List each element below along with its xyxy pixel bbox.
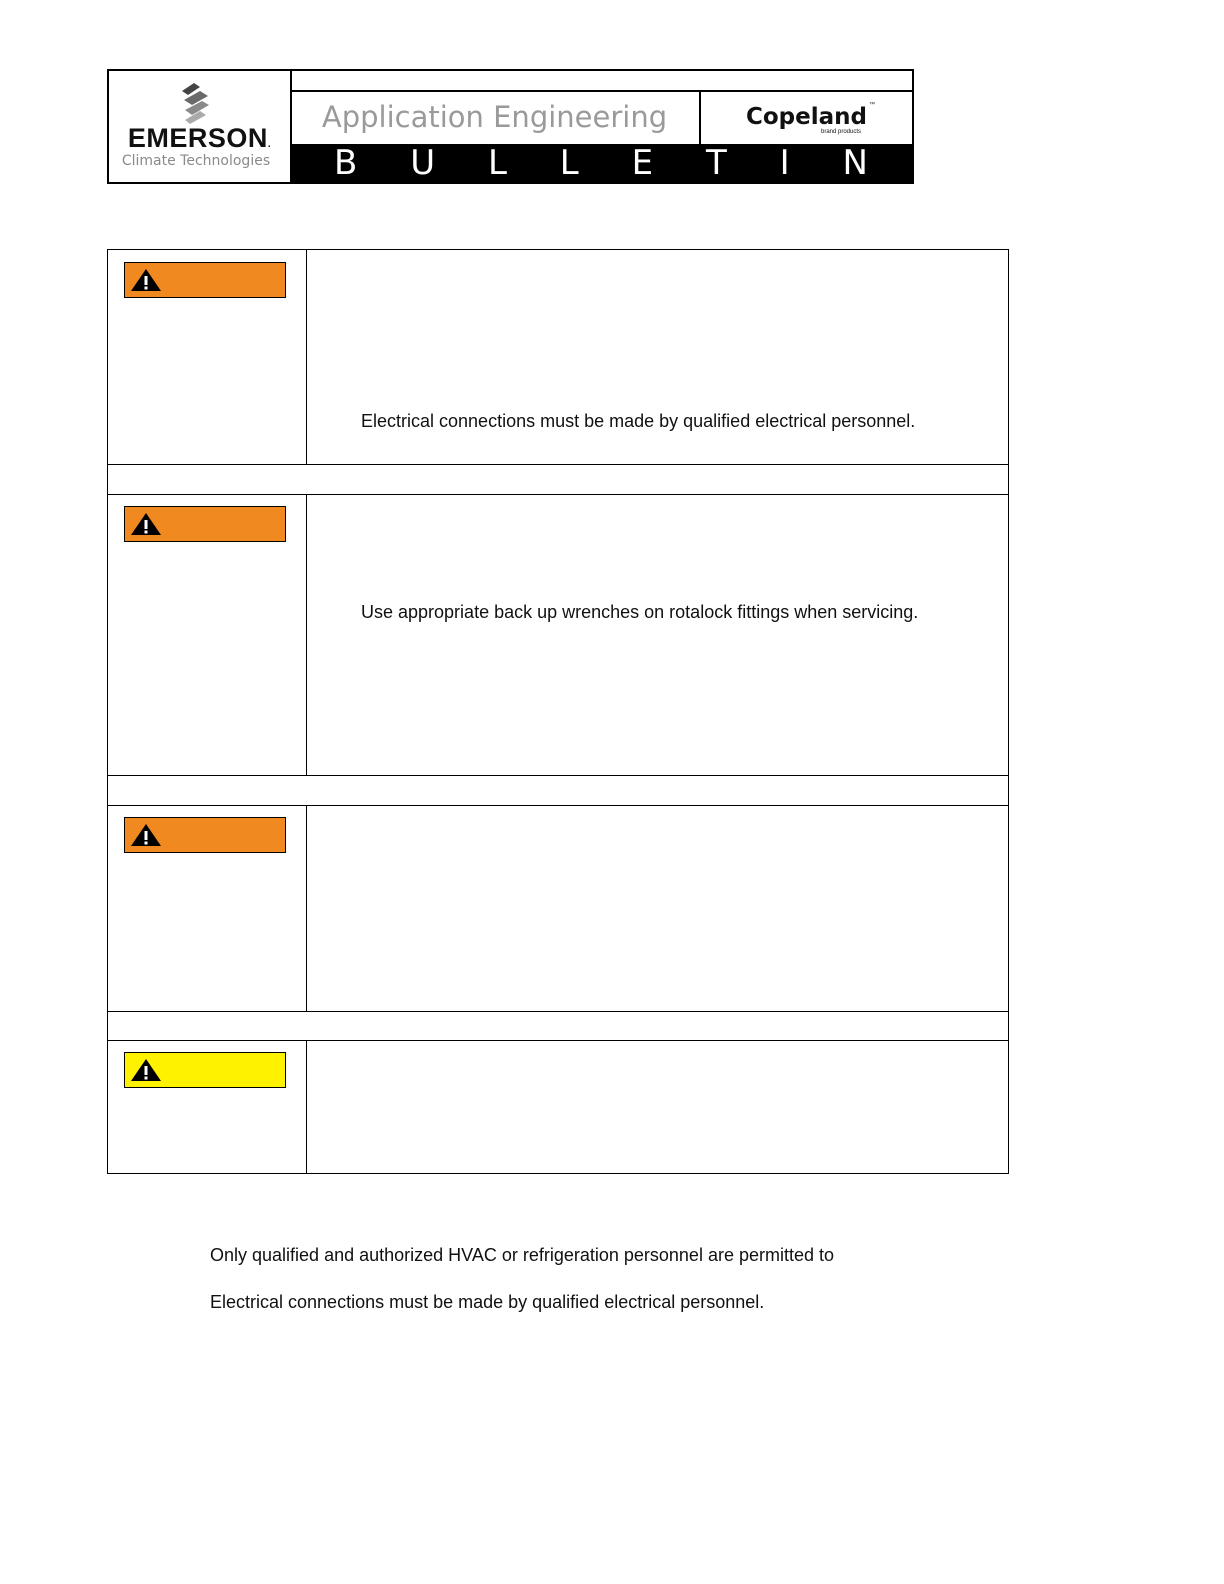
warning-badge [124, 506, 286, 542]
page-title: Application Engineering [290, 92, 701, 144]
body-paragraph: Electrical connections must be made by qualified electrical personnel. [210, 1292, 765, 1312]
copeland-wordmark: Copeland [746, 104, 867, 130]
caution-badge [124, 1052, 286, 1088]
bulletin-letter: N [842, 143, 868, 183]
hazard-text: Use appropriate back up wrenches on rotalock fittings when servicing. [361, 602, 919, 622]
bulletin-letter: L [559, 143, 579, 183]
row-divider [108, 1040, 1008, 1041]
warning-triangle-icon [130, 512, 162, 536]
warning-triangle-icon [130, 268, 162, 292]
emerson-wordmark: EMERSON. [127, 123, 272, 153]
bulletin-letter: B [334, 143, 358, 183]
warning-triangle-icon [130, 823, 162, 847]
row-divider [108, 494, 1008, 495]
warning-triangle-icon [130, 1058, 162, 1082]
body-paragraph: Only qualified and authorized HVAC or refrigeration personnel are permitted to [210, 1245, 835, 1265]
column-divider [306, 494, 307, 775]
row-divider [108, 775, 1008, 776]
bulletin-letter: T [705, 143, 727, 183]
row-divider [108, 464, 1008, 465]
bulletin-letter: U [410, 143, 436, 183]
emerson-subtitle: Climate Technologies [121, 153, 271, 169]
column-divider [306, 805, 307, 1011]
bulletin-letter: I [779, 143, 790, 183]
row-divider [108, 1011, 1008, 1012]
column-divider [306, 1040, 307, 1173]
warning-badge [124, 817, 286, 853]
warning-badge [124, 262, 286, 298]
copeland-logo [701, 92, 912, 144]
header-top-strip [290, 71, 912, 92]
bulletin-banner [290, 144, 912, 182]
bulletin-letter: L [487, 143, 507, 183]
bulletin-header [107, 69, 914, 184]
hazard-text: Electrical connections must be made by qualified electrical personnel. [361, 411, 916, 431]
hazard-table [107, 249, 1009, 1174]
column-divider [306, 250, 307, 464]
emerson-logo-mark-icon [180, 83, 210, 125]
copeland-trademark: ™ [869, 102, 875, 108]
row-divider [108, 805, 1008, 806]
bulletin-letter: E [631, 143, 654, 183]
copeland-subtitle: brand products [821, 129, 862, 135]
emerson-logo [109, 71, 292, 182]
